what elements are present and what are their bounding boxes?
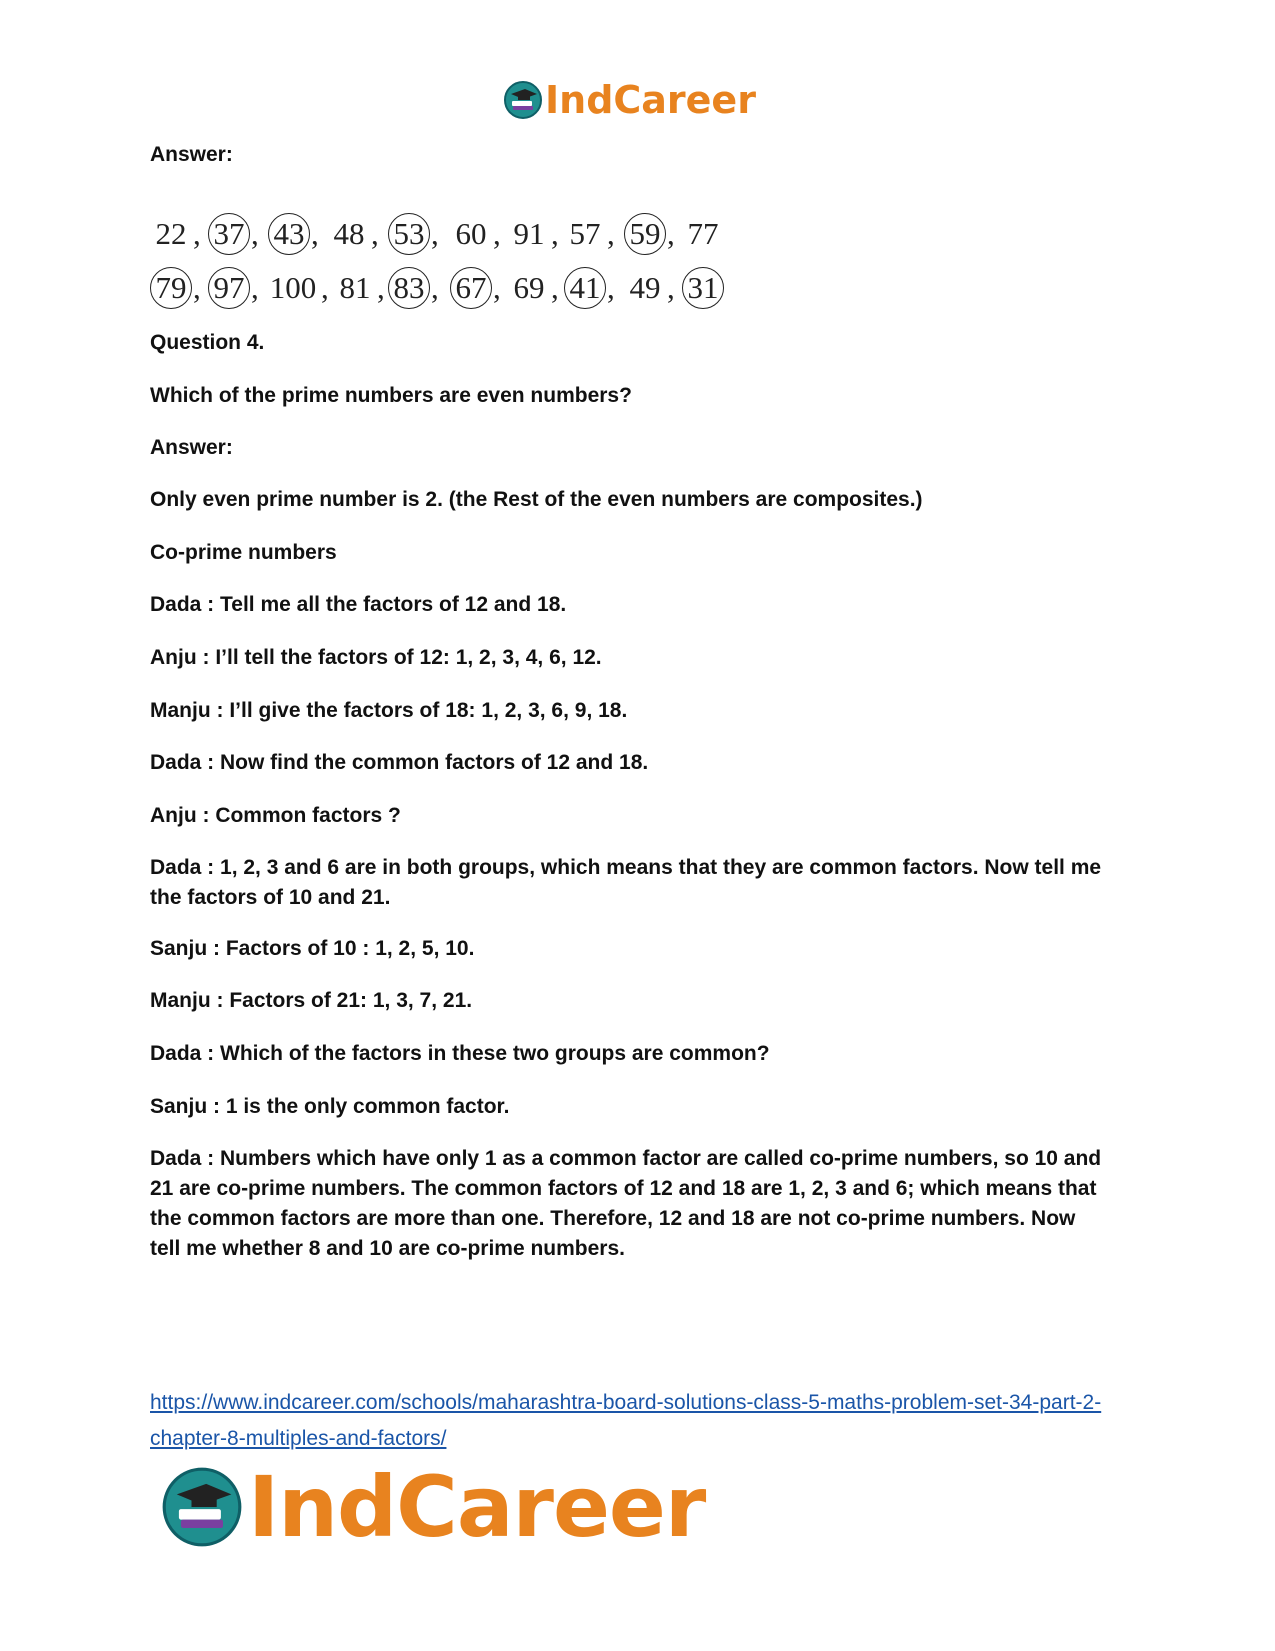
comma-separator: , <box>251 216 259 251</box>
section-heading: Co-prime numbers <box>150 541 337 564</box>
comma-separator: , <box>607 216 615 251</box>
comma-separator: , <box>193 216 201 251</box>
dialogue-line: Anju : I’ll tell the factors of 12: 1, 2, 3, 4, 6, 12. <box>150 646 602 669</box>
graduation-cap-icon <box>160 1465 244 1549</box>
dialogue-line: Sanju : Factors of 10 : 1, 2, 5, 10. <box>150 937 475 960</box>
circled-number: 83 <box>388 264 430 312</box>
number: 100 <box>269 270 317 305</box>
number: 57 <box>569 216 601 251</box>
comma-separator: , <box>551 270 559 305</box>
dialogue-line: Dada : Tell me all the factors of 12 and 18. <box>150 593 567 616</box>
graduation-cap-icon <box>503 80 543 120</box>
circled-number: 43 <box>268 210 310 258</box>
dialogue-line: Dada : 1, 2, 3 and 6 are in both groups, which means that they are common factors. Now tell me the factors of 10 and 21. <box>150 856 1102 909</box>
number: 60 <box>455 216 487 251</box>
comma-separator: , <box>551 216 559 251</box>
dialogue-line: Dada : Now find the common factors of 12 and 18. <box>150 751 649 774</box>
comma-separator: , <box>377 270 385 305</box>
circled-number: 31 <box>682 264 724 312</box>
number: 69 <box>513 270 545 305</box>
answer-label: Answer: <box>150 436 233 459</box>
dialogue-line: Dada : Numbers which have only 1 as a common factor are called co-prime numbers, so 10 and 21 are co-prime numbers. The common factors of 12 and 18 are 1, 2, 3 and 6; which means that the common factors are more than one. Therefore, 12 and 18 are not co-prime numbers. Now tell me whether 8 and 10 are co-prime numbers. <box>150 1147 1102 1260</box>
comma-separator: , <box>431 216 439 251</box>
comma-separator: , <box>193 270 201 305</box>
comma-separator: , <box>667 216 675 251</box>
question-text: Which of the prime numbers are even numbers? <box>150 384 632 407</box>
number: 77 <box>687 216 719 251</box>
number: 91 <box>513 216 545 251</box>
logo-wordmark: IndCareer <box>545 78 756 122</box>
dialogue-line: Sanju : 1 is the only common factor. <box>150 1095 510 1118</box>
dialogue-line: Manju : Factors of 21: 1, 3, 7, 21. <box>150 989 473 1012</box>
comma-separator: , <box>607 270 615 305</box>
comma-separator: , <box>251 270 259 305</box>
comma-separator: , <box>493 270 501 305</box>
comma-separator: , <box>493 216 501 251</box>
logo-wordmark: IndCareer <box>248 1458 706 1556</box>
circled-number: 53 <box>388 210 430 258</box>
footer-logo <box>160 1458 706 1556</box>
number: 81 <box>339 270 371 305</box>
circled-number: 97 <box>208 264 250 312</box>
circled-number: 37 <box>208 210 250 258</box>
comma-separator: , <box>321 270 329 305</box>
header-logo <box>503 80 756 120</box>
answer-label: Answer: <box>150 143 233 166</box>
circled-number: 59 <box>624 210 666 258</box>
number: 48 <box>333 216 365 251</box>
dialogue-line: Anju : Common factors ? <box>150 804 401 827</box>
source-link[interactable]: https://www.indcareer.com/schools/maharashtra-board-solutions-class-5-maths-problem-set-34-part-2-chapter-8-multiples-and-factors/ <box>150 1391 1102 1450</box>
dialogue-line: Dada : Which of the factors in these two groups are common? <box>150 1042 770 1065</box>
circled-number: 41 <box>564 264 606 312</box>
question-heading: Question 4. <box>150 331 265 354</box>
comma-separator: , <box>667 270 675 305</box>
circled-number: 79 <box>150 264 192 312</box>
comma-separator: , <box>371 216 379 251</box>
circled-number: 67 <box>450 264 492 312</box>
comma-separator: , <box>431 270 439 305</box>
number: 49 <box>629 270 661 305</box>
comma-separator: , <box>311 216 319 251</box>
number-grid <box>150 210 740 315</box>
number: 22 <box>155 216 187 251</box>
answer-text: Only even prime number is 2. (the Rest of the even numbers are composites.) <box>150 488 923 511</box>
dialogue-line: Manju : I’ll give the factors of 18: 1, 2, 3, 6, 9, 18. <box>150 699 628 722</box>
